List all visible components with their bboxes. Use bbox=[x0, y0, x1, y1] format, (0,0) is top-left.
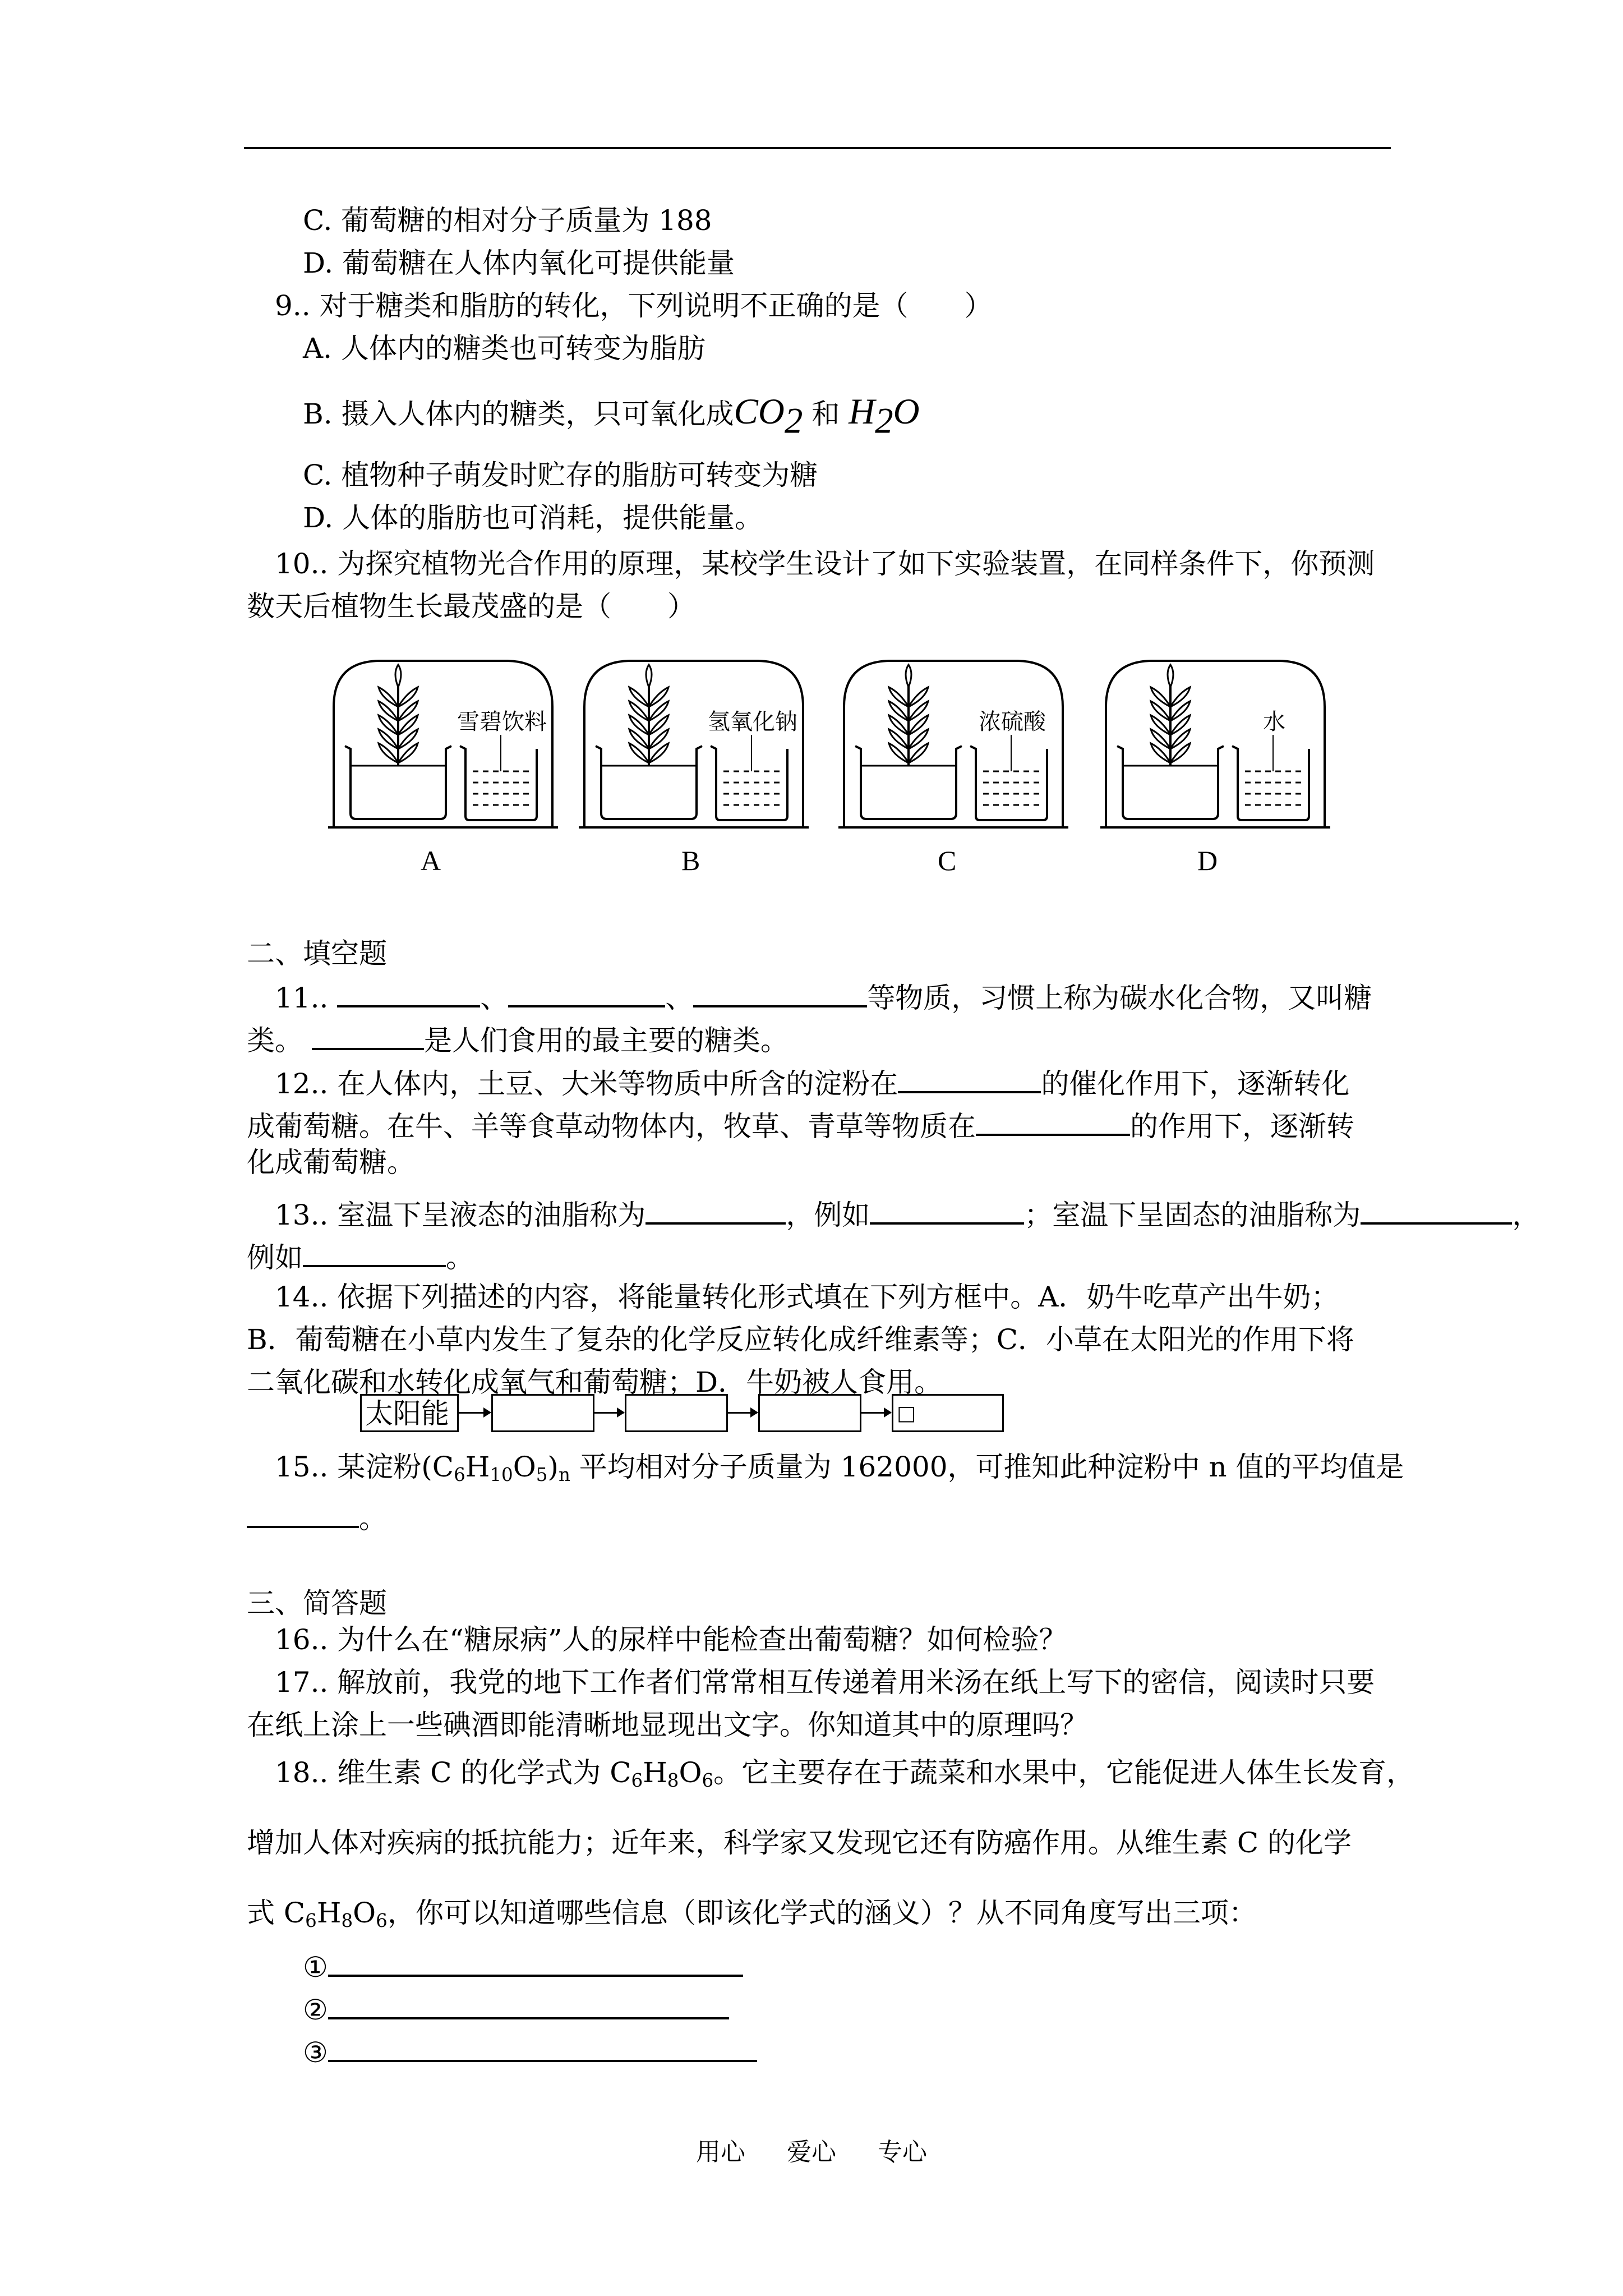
energy-box-3[interactable] bbox=[758, 1394, 861, 1432]
arrow-icon bbox=[459, 1412, 490, 1414]
q10-line2: 数天后植物生长最茂盛的是（ ） bbox=[247, 590, 695, 623]
q14-line1: 14.. 依据下列描述的内容，将能量转化形式填在下列方框中。A．奶牛吃草产出牛奶； bbox=[275, 1281, 1339, 1313]
q13-blank-2[interactable] bbox=[870, 1194, 1024, 1225]
arrow-icon bbox=[861, 1412, 891, 1414]
q14-line3: 二氧化碳和水转化成氧气和葡萄糖；D．牛奶被人食用。 bbox=[247, 1366, 943, 1398]
q11-blank-2[interactable] bbox=[508, 977, 665, 1007]
apparatus-a bbox=[328, 661, 558, 827]
option-label-d: D bbox=[1197, 845, 1218, 876]
q16-text: 16.. 为什么在“糖尿病”人的尿样中能检查出葡萄糖？如何检验？ bbox=[275, 1623, 1067, 1656]
arrow-icon bbox=[728, 1412, 757, 1414]
q9-option-b: B. 摄入人体内的糖类，只可氧化成CO2 和 H2O bbox=[303, 392, 920, 441]
q18-line2: 增加人体对疾病的抵抗能力；近年来，科学家又发现它还有防癌作用。从维生素 C 的化学 bbox=[247, 1826, 1352, 1859]
q11-line1: 11.. 、 、 等物质，习惯上称为碳水化合物，又叫糖 bbox=[275, 977, 1372, 1012]
q8-option-d: D. 葡萄糖在人体内氧化可提供能量 bbox=[303, 247, 735, 279]
q15-line2: 。 bbox=[247, 1498, 387, 1533]
q9-option-d: D. 人体的脂肪也可消耗，提供能量。 bbox=[303, 501, 763, 534]
q15-blank[interactable] bbox=[247, 1498, 359, 1528]
apparatus-d bbox=[1100, 661, 1330, 827]
energy-box-solar: 太阳能 bbox=[360, 1394, 459, 1432]
beaker-label: 水 bbox=[1263, 709, 1285, 735]
q12-line3: 化成葡萄糖。 bbox=[247, 1146, 415, 1179]
q11-blank-3[interactable] bbox=[693, 977, 867, 1007]
bell-jar-icon bbox=[844, 661, 1063, 827]
beaker-label: 氢氧化钠 bbox=[708, 709, 797, 735]
q11-blank-4[interactable] bbox=[312, 1020, 424, 1050]
q18-answer-2: ② bbox=[303, 1989, 729, 2024]
section-fill-in-title: 二、填空题 bbox=[247, 937, 387, 970]
q12-blank-2[interactable] bbox=[976, 1106, 1130, 1136]
q18-line3: 式 $C_6H_8O_6$，你可以知道哪些信息（即该化学式的涵义）？从不同角度写出三项： bbox=[247, 1897, 1257, 1932]
energy-box-1[interactable] bbox=[491, 1394, 594, 1432]
q18-blank-2[interactable] bbox=[328, 1989, 729, 2019]
section-short-answer-title: 三、简答题 bbox=[247, 1587, 387, 1619]
q18-blank-3[interactable] bbox=[328, 2032, 757, 2062]
q18-blank-1[interactable] bbox=[328, 1947, 743, 1977]
beaker-label: 浓硫酸 bbox=[979, 709, 1046, 735]
apparatus-c bbox=[838, 661, 1068, 827]
q13-line2: 例如 。 bbox=[247, 1237, 474, 1272]
q10-line1: 10.. 为探究植物光合作用的原理，某校学生设计了如下实验装置，在同样条件下，你预测 bbox=[275, 547, 1375, 580]
q14-line2: B．葡萄糖在小草内发生了复杂的化学反应转化成纤维素等；C．小草在太阳光的作用下将 bbox=[247, 1323, 1354, 1356]
bell-jar-icon bbox=[1106, 661, 1325, 827]
bell-jar-icon bbox=[334, 661, 552, 827]
q18-line1: 18.. 维生素 C 的化学式为 $C_6H_8O_6$。它主要存在于蔬菜和水果中，它能促进人体生长发育， bbox=[275, 1756, 1415, 1792]
energy-box-2[interactable] bbox=[625, 1394, 728, 1432]
q9-option-a: A. 人体内的糖类也可转变为脂肪 bbox=[303, 332, 706, 365]
q13-blank-1[interactable] bbox=[645, 1194, 786, 1225]
q12-blank-1[interactable] bbox=[898, 1063, 1041, 1093]
beaker-label: 雪碧饮料 bbox=[457, 709, 547, 735]
q13-line1: 13.. 室温下呈液态的油脂称为 ，例如 ；室温下呈固态的油脂称为 ， bbox=[275, 1194, 1540, 1229]
bell-jar-icon bbox=[584, 661, 803, 827]
header-rule bbox=[244, 147, 1391, 149]
q18-answer-3: ③ bbox=[303, 2032, 757, 2067]
apparatus-b bbox=[579, 661, 809, 827]
q8-option-c: C. 葡萄糖的相对分子质量为 188 bbox=[303, 204, 712, 237]
q18-answer-1: ① bbox=[303, 1947, 743, 1981]
option-label-a: A bbox=[421, 845, 441, 876]
arrow-icon bbox=[594, 1412, 624, 1414]
experiment-apparatus-figure bbox=[328, 656, 1388, 830]
energy-box-4[interactable]: □ bbox=[892, 1394, 1004, 1432]
q13-blank-3[interactable] bbox=[1361, 1194, 1512, 1225]
q17-line2: 在纸上涂上一些碘酒即能清晰地显现出文字。你知道其中的原理吗？ bbox=[247, 1709, 1088, 1741]
q9-option-c: C. 植物种子萌发时贮存的脂肪可转变为糖 bbox=[303, 459, 818, 491]
option-label-c: C bbox=[938, 845, 957, 876]
q13-blank-4[interactable] bbox=[303, 1237, 446, 1267]
q12-line2: 成葡萄糖。在牛、羊等食草动物体内，牧草、青草等物质在 的作用下，逐渐转 bbox=[247, 1106, 1354, 1140]
q15-line1: 15.. 某淀粉$(C_6H_{10}O_5)_n$ 平均相对分子质量为 162000，可推知此种淀粉中 n 值的平均值是 bbox=[275, 1451, 1404, 1486]
option-label-b: B bbox=[681, 845, 700, 876]
q9-stem: 9.. 对于糖类和脂肪的转化，下列说明不正确的是（ ） bbox=[275, 289, 993, 322]
q12-line1: 12.. 在人体内，土豆、大米等物质中所含的淀粉在 的催化作用下，逐渐转化 bbox=[275, 1063, 1349, 1098]
q11-line2: 类。 是人们食用的最主要的糖类。 bbox=[247, 1020, 789, 1055]
q11-blank-1[interactable] bbox=[337, 977, 480, 1007]
page-footer: 用心 爱心 专心 bbox=[696, 2138, 927, 2166]
q17-line1: 17.. 解放前，我党的地下工作者们常常相互传递着用米汤在纸上写下的密信，阅读时只要 bbox=[275, 1666, 1375, 1699]
